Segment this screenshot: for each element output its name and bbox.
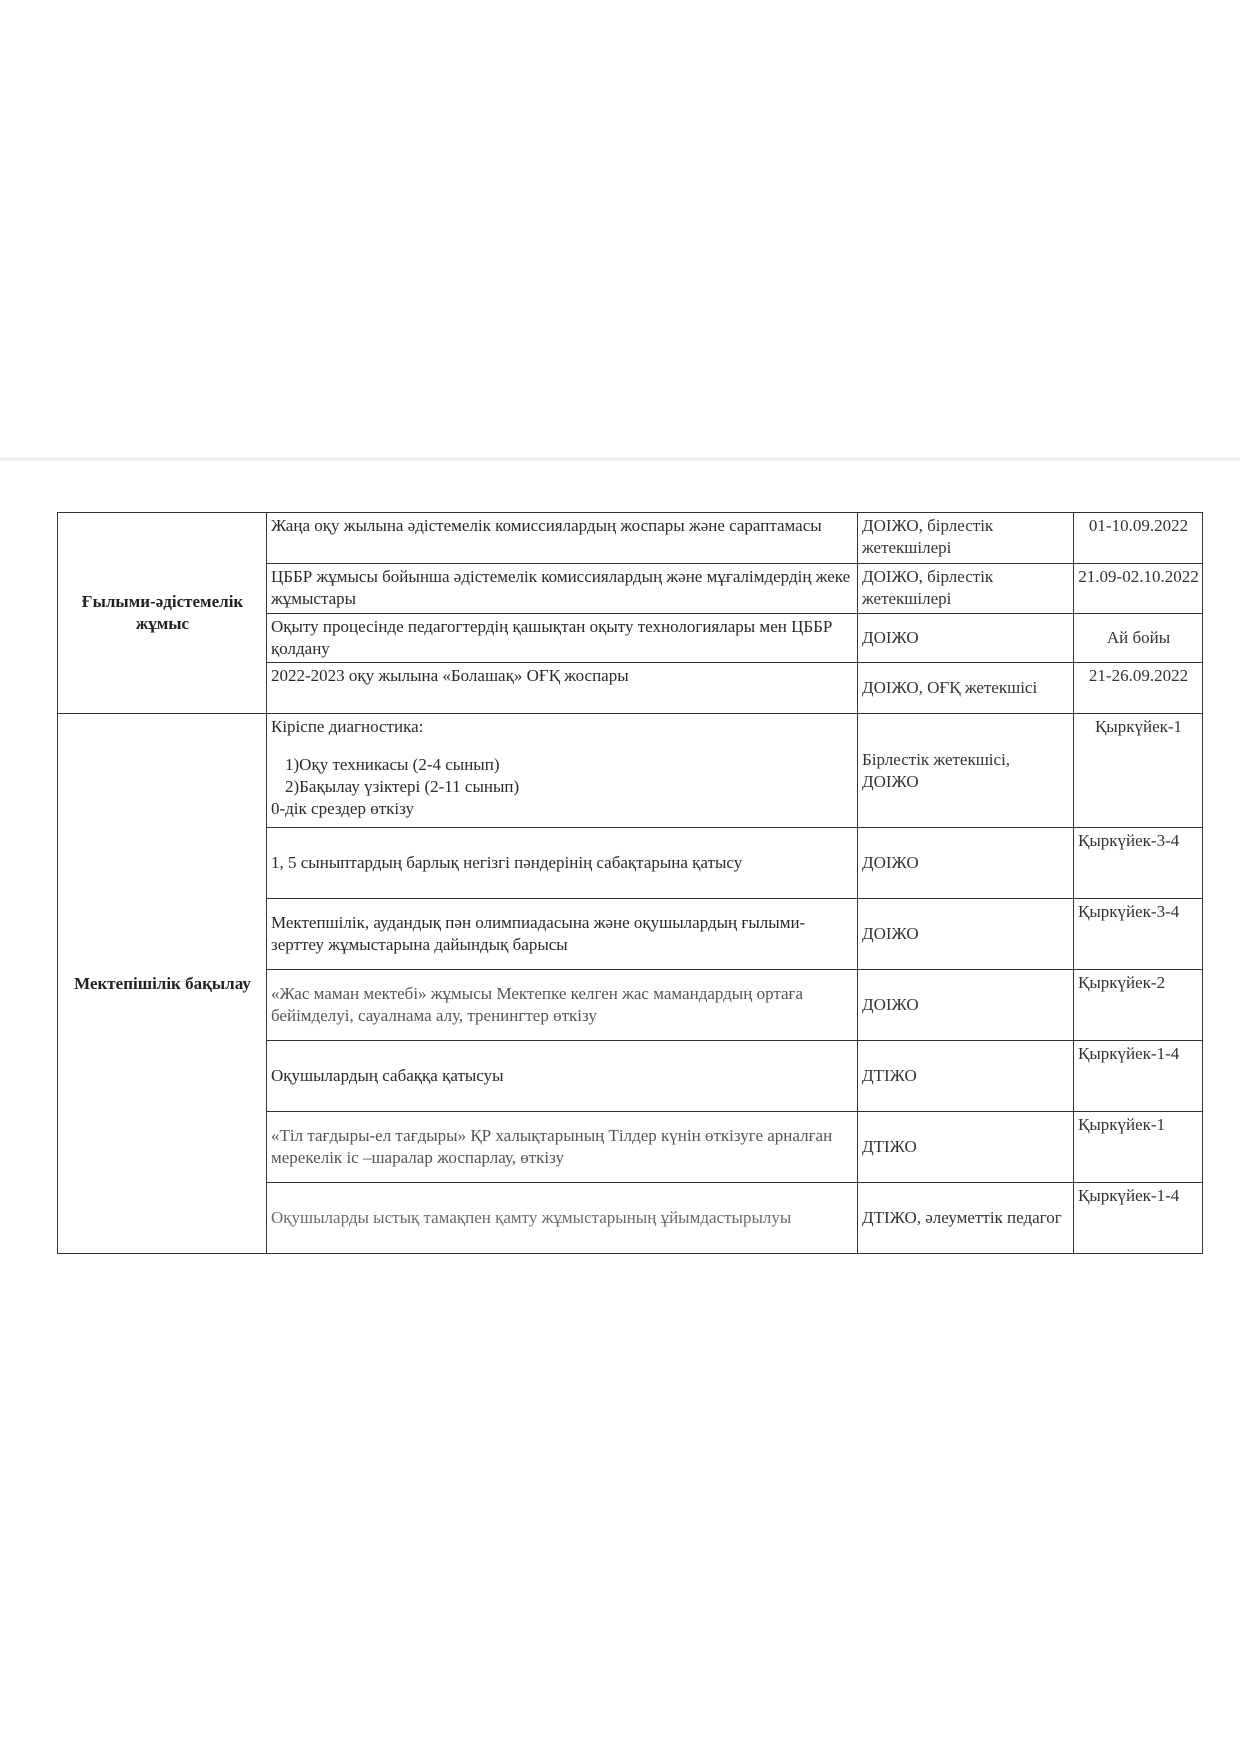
date-cell: Қыркүйек-1 <box>1074 1112 1203 1183</box>
date-cell: Қыркүйек-2 <box>1074 970 1203 1041</box>
date-cell: Қыркүйек-3-4 <box>1074 828 1203 899</box>
date-cell: Қыркүйек-1-4 <box>1074 1183 1203 1254</box>
diagnostics-footer: 0-дік срездер өткізу <box>271 799 414 818</box>
date-cell: 21.09-02.10.2022 <box>1074 564 1203 614</box>
date-cell: Қыркүйек-1-4 <box>1074 1041 1203 1112</box>
activity-cell-diagnostics <box>267 714 858 828</box>
work-plan-table <box>57 512 1203 1254</box>
responsible-cell: ДОІЖО <box>858 970 1074 1041</box>
date-cell: Ай бойы <box>1074 614 1203 663</box>
section-title-school-control: Мектепішілік бақылау <box>58 714 267 1254</box>
date-cell: 21-26.09.2022 <box>1074 663 1203 714</box>
section-title-scientific-methodical: Ғылыми-әдістемелік жұмыс <box>58 513 267 714</box>
table-row <box>58 714 1203 828</box>
responsible-cell: ДОІЖО <box>858 614 1074 663</box>
diagnostics-item: 2)Бақылау үзіктері (2-11 сынып) <box>285 777 520 796</box>
table-row <box>58 513 1203 564</box>
responsible-cell: ДОІЖО, ОҒҚ жетекшісі <box>858 663 1074 714</box>
activity-cell: Оқыту процесінде педагогтердің қашықтан оқыту технологиялары мен ЦББР қолдану <box>267 614 858 663</box>
responsible-cell: ДОІЖО, бірлестік жетекшілері <box>858 564 1074 614</box>
date-cell: 01-10.09.2022 <box>1074 513 1203 564</box>
activity-cell: «Тіл тағдыры-ел тағдыры» ҚР халықтарының Тілдер күнін өткізуге арналған мерекелік іс –шаралар жоспарлау, өткізу <box>267 1112 858 1183</box>
diagnostics-item: 1)Оқу техникасы (2-4 сынып) <box>285 755 500 774</box>
date-cell: Қыркүйек-3-4 <box>1074 899 1203 970</box>
responsible-cell: ДТІЖО <box>858 1112 1074 1183</box>
responsible-cell: ДТІЖО <box>858 1041 1074 1112</box>
responsible-cell: ДОІЖО <box>858 828 1074 899</box>
diagnostics-title: Кіріспе диагностика: <box>271 717 424 736</box>
responsible-cell: ДОІЖО <box>858 899 1074 970</box>
spacer <box>271 738 854 754</box>
responsible-cell: ДОІЖО, бірлестік жетекшілері <box>858 513 1074 564</box>
activity-cell: 1, 5 сыныптардың барлық негізгі пәндерінің сабақтарына қатысу <box>267 828 858 899</box>
scan-edge <box>0 458 1240 462</box>
activity-cell: 2022-2023 оқу жылына «Болашақ» ОҒҚ жоспары <box>267 663 858 714</box>
activity-cell: Оқушылардың сабаққа қатысуы <box>267 1041 858 1112</box>
activity-cell: ЦББР жұмысы бойынша әдістемелік комиссиялардың және мұғалімдердің жеке жұмыстары <box>267 564 858 614</box>
activity-cell: Жаңа оқу жылына әдістемелік комиссиялардың жоспары және сараптамасы <box>267 513 858 564</box>
activity-cell: «Жас маман мектебі» жұмысы Мектепке келген жас мамандардың ортаға бейімделуі, сауалнама алу, тренингтер өткізу <box>267 970 858 1041</box>
date-cell: Қыркүйек-1 <box>1074 714 1203 828</box>
activity-cell: Оқушыларды ыстық тамақпен қамту жұмыстарының ұйымдастырылуы <box>267 1183 858 1254</box>
responsible-cell: ДТІЖО, әлеуметтік педагог <box>858 1183 1074 1254</box>
activity-cell: Мектепшілік, аудандық пән олимпиадасына және оқушылардың ғылыми-зерттеу жұмыстарына дайындық барысы <box>267 899 858 970</box>
responsible-cell: Бірлестік жетекшісі, ДОІЖО <box>858 714 1074 828</box>
